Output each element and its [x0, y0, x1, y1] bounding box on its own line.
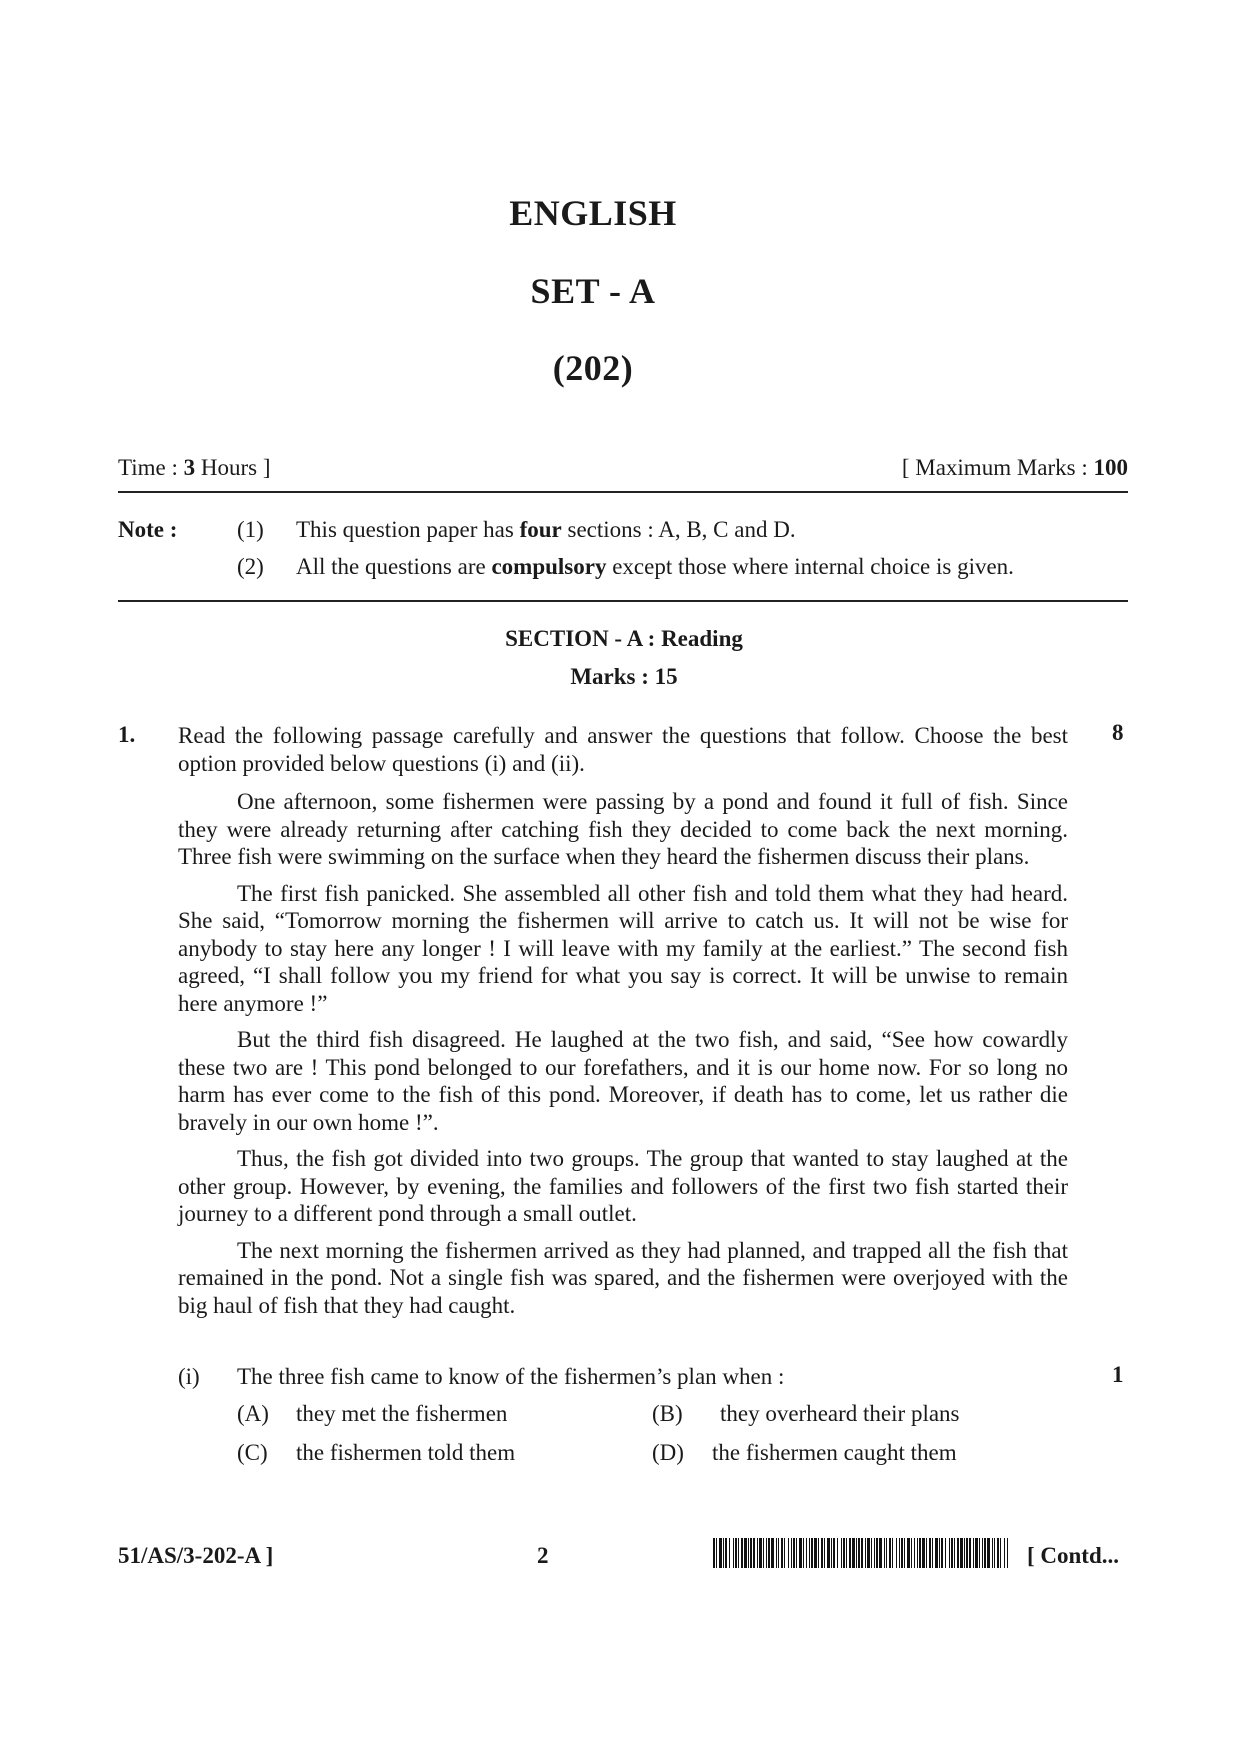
section-title: SECTION - A : Reading	[505, 626, 743, 651]
note-label: Note :	[118, 517, 178, 542]
barcode-icon	[713, 1538, 1013, 1568]
divider-bottom	[118, 600, 1128, 602]
note-item-text: This question paper has four sections : A, B, C and D.	[296, 517, 796, 542]
passage-paragraph: Thus, the fish got divided into two groups. The group that wanted to stay laughed at the other group. However, by evening, the families and followers of the first two fish started their journey to a different pond through a small outlet.	[178, 1146, 1068, 1226]
paper-code: 51/AS/3-202-A ]	[118, 1543, 274, 1568]
note-item-text: All the questions are compulsory except those where internal choice is given.	[296, 554, 1014, 579]
passage-paragraph: The next morning the fishermen arrived as they had planned, and trapped all the fish that remained in the pond. Not a single fish was spared, and the fishermen were overjoyed with the big haul of fish that they had caught.	[178, 1237, 1068, 1318]
option-b-letter: (B)	[652, 1401, 683, 1426]
option-d-text: the fishermen caught them	[712, 1440, 957, 1465]
time-label: Time : 3 Hours ]	[118, 455, 271, 480]
option-c-letter: (C)	[237, 1440, 268, 1465]
subject-title: ENGLISH	[509, 193, 677, 233]
option-c-text: the fishermen told them	[296, 1440, 516, 1465]
subject-code: (202)	[552, 348, 634, 388]
time-marks-row	[118, 455, 1128, 481]
question-number: 1.	[118, 722, 136, 747]
option-d-letter: (D)	[652, 1440, 684, 1465]
sub-question-text: The three fish came to know of the fishermen’s plan when :	[237, 1364, 785, 1389]
continued-label: [ Contd...	[1027, 1543, 1120, 1568]
sub-question-marks: 1	[1112, 1362, 1124, 1387]
sub-question-number: (i)	[178, 1364, 200, 1389]
question-marks: 8	[1112, 720, 1124, 745]
divider-top	[118, 491, 1128, 493]
option-a-letter: (A)	[237, 1401, 269, 1426]
page-number: 2	[537, 1543, 549, 1568]
set-title: SET - A	[530, 271, 656, 311]
max-marks-label: [ Maximum Marks : 100	[901, 455, 1128, 480]
option-a-text: they met the fishermen	[296, 1401, 508, 1426]
passage-paragraph: One afternoon, some fishermen were passing by a pond and found it full of fish. Since they were already returning after catching fish they decided to come back the next morning. Three fish were swimming on the surface when they heard the fishermen discuss their plans.	[178, 789, 1068, 869]
passage-paragraph: But the third fish disagreed. He laughed at the two fish, and said, “See how cowardly these two are ! This pond belonged to our forefathers, and it is our home now. For so long no harm has ever come to the fish of this pond. Moreover, if death has to come, let us rather die bravely in our own home !”.	[178, 1027, 1068, 1135]
option-b-text: they overheard their plans	[720, 1401, 960, 1426]
question-instruction: Read the following passage carefully and answer the questions that follow. Choose the best option provided below questions (i) and (ii).	[178, 723, 1068, 776]
note-item-number: (2)	[237, 554, 264, 579]
section-marks: Marks : 15	[570, 664, 678, 689]
reading-passage	[178, 788, 1068, 1328]
passage-paragraph: The first fish panicked. She assembled all other fish and told them what they had heard. She said, “Tomorrow morning the fishermen will arrive to catch us. It will not be wise for anybody to stay here any longer ! I will leave with my family at the earliest.” The second fish agreed, “I shall follow you my friend for what you say is correct. It will be unwise to remain here anymore !”	[178, 880, 1068, 1016]
note-item-number: (1)	[237, 517, 264, 542]
